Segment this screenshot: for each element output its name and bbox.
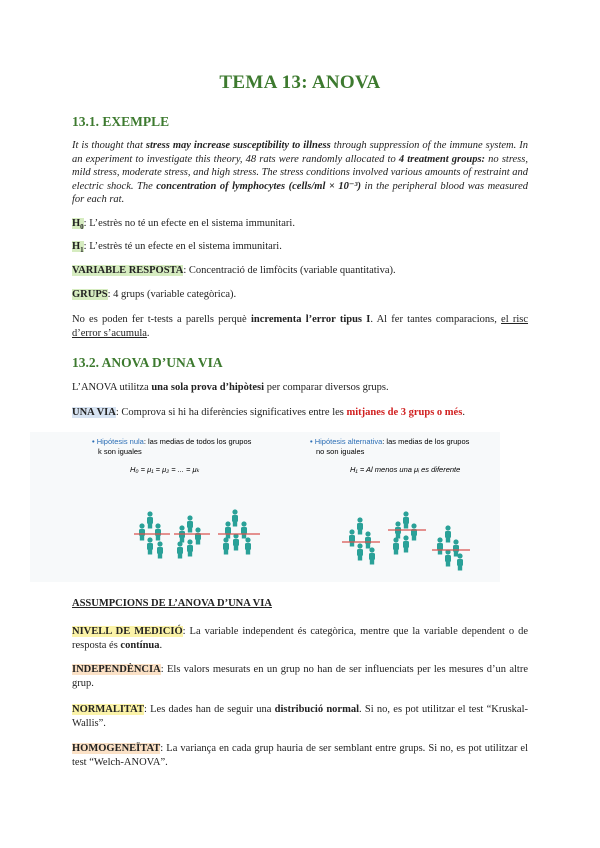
- left-title-line2: k son iguales: [98, 447, 142, 456]
- person-icon: [147, 537, 153, 554]
- right-title-line2: no son iguales: [316, 447, 365, 456]
- left-equation: H₀ = μ₁ = μ₂ = ... = μₖ: [130, 465, 200, 474]
- page-title: TEMA 13: ANOVA: [219, 72, 381, 93]
- person-icon: [445, 525, 451, 542]
- person-icon: [157, 541, 163, 558]
- section-heading-exemple: 13.1. EXEMPLE: [72, 114, 170, 129]
- anova-intro: L’ANOVA utilitza una sola prova d’hipòtesi per comparar diversos grups.: [72, 382, 389, 393]
- person-icon: [155, 523, 161, 540]
- person-icon: [437, 537, 443, 554]
- person-icon: [453, 539, 459, 556]
- person-icon: [393, 537, 399, 554]
- variable-resposta: VARIABLE RESPOSTA: Concentració de limfòcits (variable quantitativa).: [72, 265, 396, 276]
- person-icon: [357, 517, 363, 534]
- person-icon: [233, 533, 239, 550]
- person-icon: [232, 509, 238, 526]
- right-title-line1: • Hipótesis alternativa: las medias de los grupos: [310, 437, 470, 446]
- una-via: UNA VIA: Comprova si hi ha diferències significatives entre les mitjanes de 3 grups o més.: [72, 407, 465, 418]
- right-equation: H₁ = Al menos una μᵢ es diferente: [350, 465, 461, 474]
- person-icon: [147, 511, 153, 528]
- section-heading-anova-una-via: 13.2. ANOVA D’UNA VIA: [72, 355, 223, 370]
- hypothesis-null: $H_0$: L’estrès no té un efecte en el sistema immunitari.: [72, 218, 295, 232]
- assumption-homogeneitat: HOMOGENEÏTAT: La variança en cada grup hauria de ser semblant entre grups. Si no, es pot utilitzar el test “Welch-ANOVA”.: [72, 743, 528, 768]
- anova-hypothesis-figure: [30, 432, 500, 582]
- left-title-line1: • Hipótesis nula: las medias de todos los grupos: [92, 437, 252, 446]
- person-icon: [349, 529, 355, 546]
- ttest-paragraph: No es poden fer t-tests a parells perquè incrementa l’error tipus I. Al fer tantes comparacions, el risc d’error s’acumula.: [72, 314, 529, 339]
- person-icon: [403, 535, 409, 552]
- assumption-normalitat: NORMALITAT: Les dades han de seguir una distribució normal. Si no, es pot utilitzar el test “Kruskal-Wallis”.: [72, 704, 528, 729]
- h0-label: $H_0$: [72, 218, 84, 232]
- person-icon: [369, 547, 375, 564]
- person-icon: [403, 511, 409, 528]
- person-icon: [139, 523, 145, 540]
- person-icon: [225, 521, 231, 538]
- person-icon: [365, 531, 371, 548]
- assumption-nivell: NIVELL DE MEDICIÓ: La variable independent és categòrica, mentre que la variable dependent o de resposta és contínua.: [72, 626, 528, 651]
- person-icon: [357, 543, 363, 560]
- person-icon: [245, 537, 251, 554]
- h1-label: $H_1$: [72, 241, 84, 255]
- person-icon: [457, 553, 463, 570]
- person-icon: [411, 523, 417, 540]
- grups: GRUPS: 4 grups (variable categòrica).: [72, 289, 237, 300]
- hypothesis-alt: $H_1$: L’estrès té un efecte en el sistema immunitari.: [72, 241, 282, 255]
- assumption-independencia: INDEPENDÈNCIA: Els valors mesurats en un grup no han de ser influenciats per les mesures d’un altre grup.: [72, 664, 528, 689]
- person-icon: [241, 521, 247, 538]
- assumptions-heading: ASSUMPCIONS DE L’ANOVA D’UNA VIA: [72, 598, 272, 609]
- person-icon: [195, 527, 201, 544]
- person-icon: [187, 539, 193, 556]
- person-icon: [187, 515, 193, 532]
- example-paragraph: It is thought that stress may increase susceptibility to illness through suppression of the immune system. In an experiment to investigate this theory, 48 rats were randomly allocated to 4 treatment groups: no stress, mild stress, moderate stress, and high stress. The stress conditions involved various amounts of restraint and electric shock. The concentration of lymphocytes (cells/ml × 10⁻³) in the peripheral blood was measured for each rat.: [72, 140, 529, 205]
- person-icon: [177, 541, 183, 558]
- person-icon: [223, 537, 229, 554]
- person-icon: [445, 549, 451, 566]
